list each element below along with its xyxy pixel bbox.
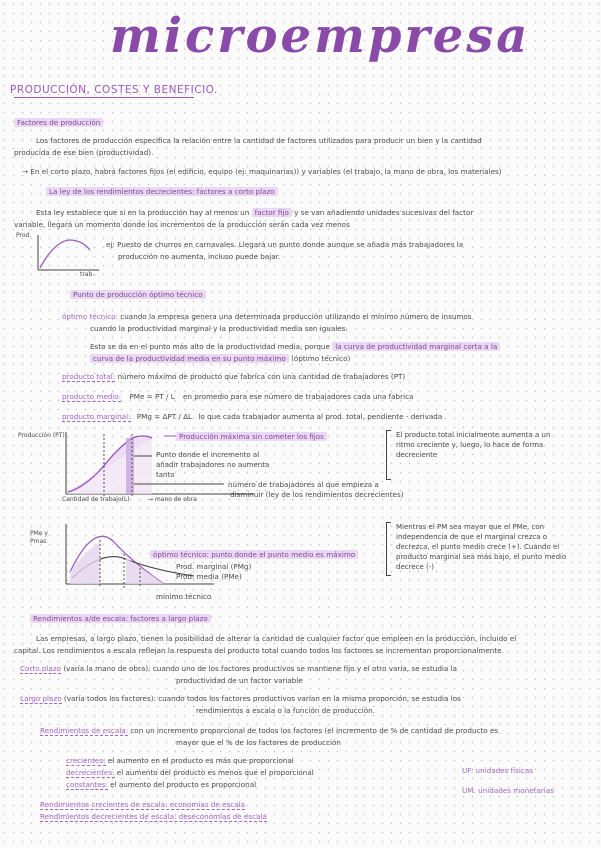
graph1-side-note: El producto total inicialmente aumenta a un ritmo creciente y, luego, lo hace de forma decreciente [396,431,551,459]
producto-marginal-def: producto marginal: PMg = ΔPT / ΔL lo que cada trabajador aumenta al prod. total, pendiente - derivada [62,412,443,421]
rendimientos-heading: Rendimientos a/de escala: factores a largo plazo [30,614,211,623]
producto-total-def: producto total: número máximo de producto que fabrica con una cantidad de trabajadores (PT) [62,372,406,381]
rendimientos-escala-def: Rendimientos de escala: con un incremento proporcional de todos los factores (el incremento de % de cantidad de producto es [40,726,499,735]
um-note: UM: unidades monetarias [462,786,554,795]
graph2-min-label: mínimo técnico [156,592,212,601]
largo-plazo-def-2: rendimientos a escala o la función de producción. [196,706,375,715]
sec1-text-line1: Los factores de producción especifica la relación entre la cantidad de factores utilizados para producir un bien y la cantidad [36,136,482,145]
crecientes-item: crecientes: el aumento en el producto es más que proporcional [66,756,294,765]
rendimientos-escala-def-2: mayor que el % de los factores de producción [176,738,341,747]
optimo-note-2: curva de la productividad media en su punto máximo (óptimo técnico) [90,354,350,363]
sec1-text-line3: → En el corto plazo, habrá factores fijos (el edificio, equipo (ej: maquinarias)) y variables (el trabajo, la mano de obra, los materiales) [22,167,502,176]
corto-plazo-def-2: productividad de un factor variable [176,676,303,685]
sec4-text-line2: capital. Los rendimientos a escala reflejan la respuesta del producto total cuando todos los factores se incrementan proporcionalmente. [14,646,504,655]
optimo-def-2: cuando la productividad marginal y la productividad media son iguales. [90,324,348,333]
mini-graph-y-label: Prod. [16,232,32,239]
optimo-def: óptimo técnico: cuando la empresa genera una determinada producción utilizando el mínimo número de insumos [62,312,472,321]
graph2-side-note: Mientras el PM sea mayor que el PMe, con independencia de que el marginal crezca o decrezca, el punto medio crece (+). Cuando el producto marginal sea más bajo, el punto medio decrece (-) [396,523,567,571]
mini-graph-x-label: trab. [80,271,95,278]
sec4-text-line1: Las empresas, a largo plazo, tienen la posibilidad de alterar la cantidad de cualquier factor que empleen en la producción, incluido el [36,634,517,643]
sec1-text-line2: producida de ese bien (productividad). [14,148,154,157]
graph1-x-label: número de trabajadores al que empieza a [228,480,379,489]
graph1-x-label-2: disminuir (ley de los rendimientos decrecientes) [230,490,404,499]
graph1-note-brace [386,430,391,480]
uf-note: UF: unidades físicas [462,766,534,775]
graph1-curve-label: Punto donde el incremento al añadir trabajadores no aumenta tanto [156,451,270,479]
graph2-y-label: PMe y Pmas [30,530,48,545]
sec2-text-line1: Esta ley establece que si en la producción hay al menos un factor fijo y se van añadiendo unidades sucesivas del factor [36,208,474,217]
page-title: microempresa [110,8,531,64]
graph1-y-label: Producción (PT) [18,432,65,439]
graph1-cant-label: Cantidad de trabajo(L) [62,496,130,503]
graph2-pme-label: Prod. media (PMe) [176,572,242,581]
economias-escala: Rendimientos crecientes de escala: economías de escala [40,800,246,809]
factores-heading: Factores de producción [14,118,103,127]
ley-heading: La ley de los rendimientos decrecientes: factores a corto plazo [46,187,278,196]
constantes-item: constantes: el aumento del producto es proporcional [66,780,257,789]
graph2-note-brace [386,522,391,576]
graph1-max-label: Producción máxima sin cometer los fijos [176,432,327,441]
optimo-note-1: Esto se da en el punto más alto de la productividad media, porque la curva de productividad marginal corta a la [90,342,500,351]
title-underline [14,97,194,98]
deseconomias-escala: Rendimientos decrecientes de escala: deseconomías de escala [40,812,267,821]
optimo-heading: Punto de producción óptimo técnico [70,290,206,299]
largo-plazo-def: Largo plazo (varía todos los factores): cuando todos los factores productivos varían en la misma proporción, se estudia los [20,694,461,703]
section-title: PRODUCCIÓN, COSTES Y BENEFICIO. [10,84,218,96]
producto-medio-def: producto medio: PMe = PT / L en promedio para ese número de trabajadores cada una fabrica [62,392,414,401]
decrecientes-item: decrecientes: el aumento del producto es menos que el proporcional [66,768,314,777]
sec2-text-line2: variable, llegará un momento donde los incrementos de la producción serán cada vez menos [14,220,350,229]
graph2-pmg-label: Prod. marginal (PMg) [176,562,252,571]
corto-plazo-def: Corto plazo (varía la mano de obra): cuando uno de los factores productivos se mantiene fijo y el otro varía, se estudia la [20,664,457,673]
graph1-mano-label: → mano de obra [148,496,197,503]
example-line1: ej: Puesto de churros en carnavales. Llegará un punto donde aunque se añada más trabajadores la [106,240,464,249]
example-line2: producción no aumenta, incluso puede bajar. [118,252,281,261]
graph2-optimo-label: óptimo técnico: punto donde el punto medio es máximo [150,550,358,559]
